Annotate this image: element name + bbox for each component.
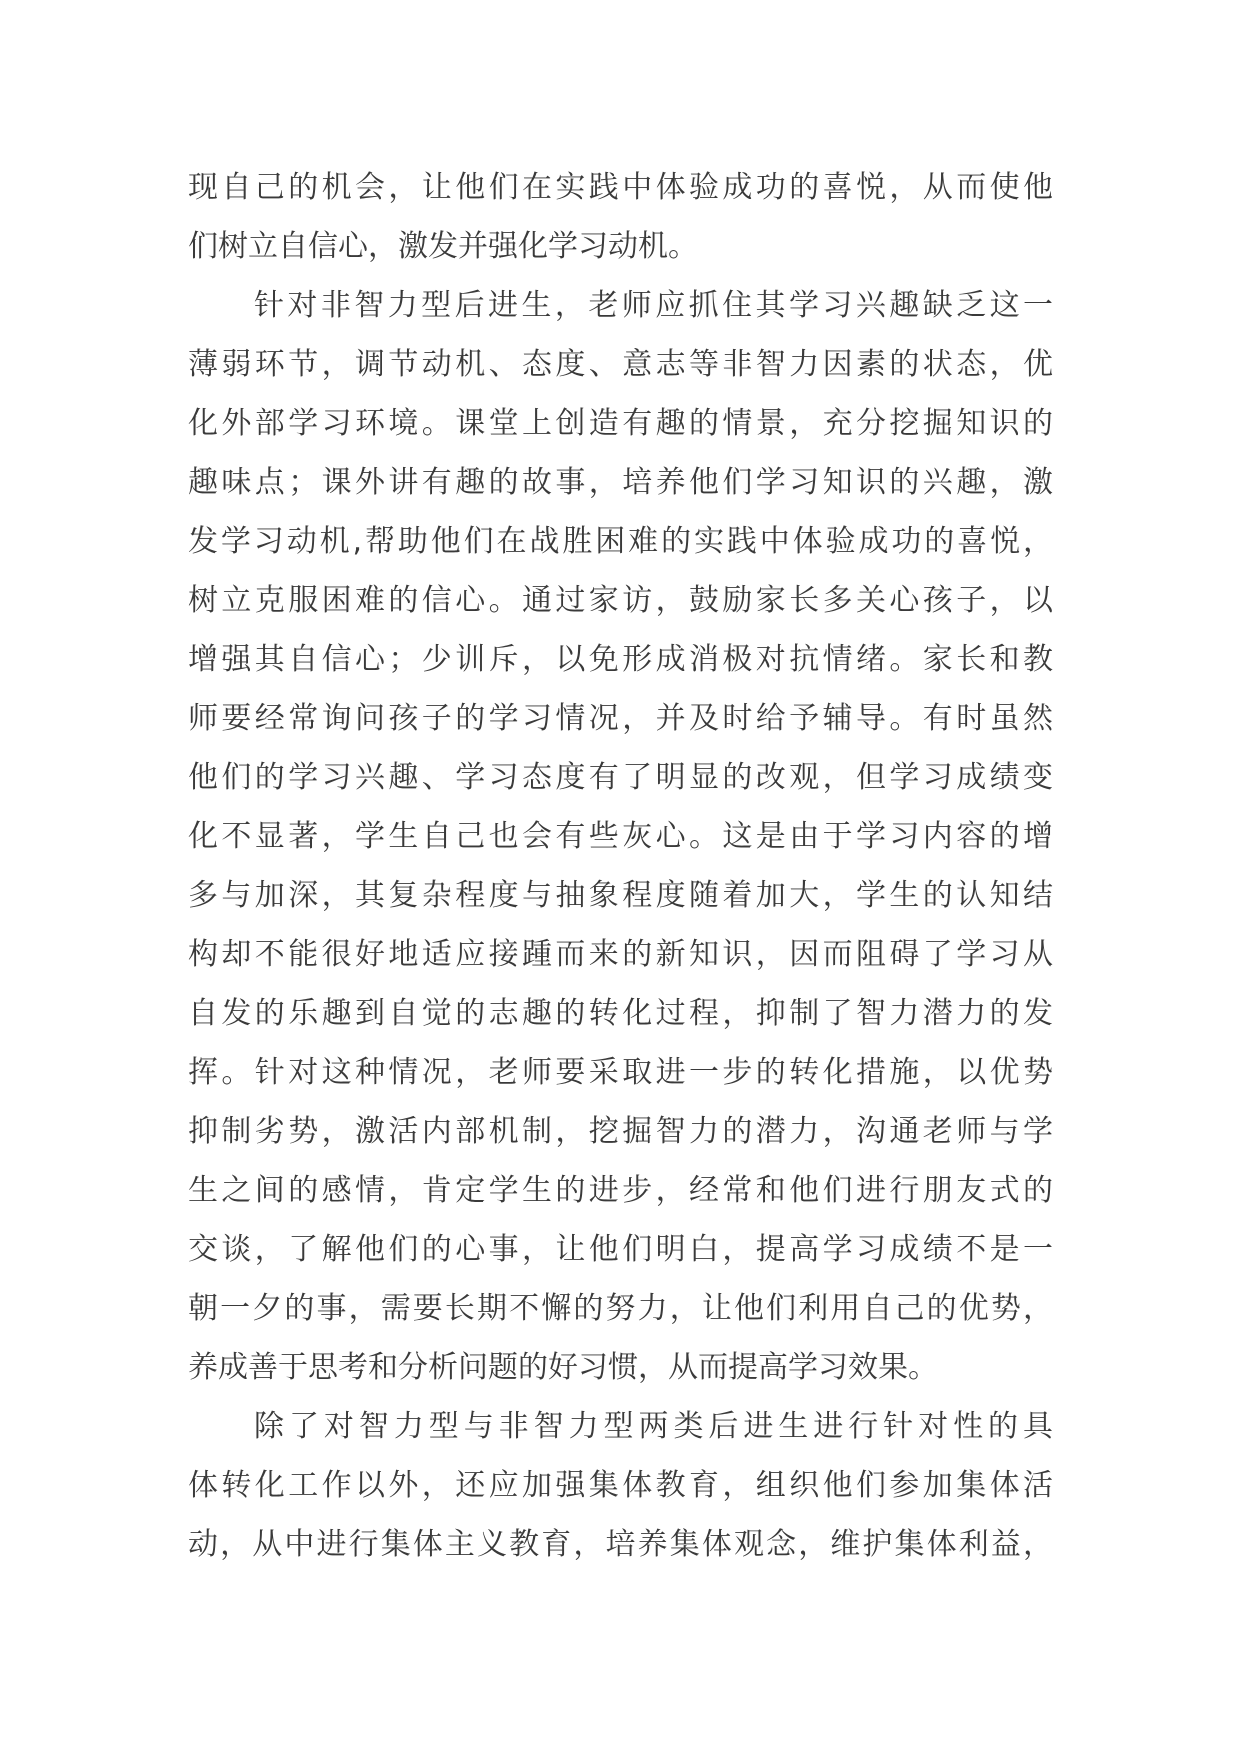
text-line: 薄弱环节，调节动机、态度、意志等非智力因素的状态，优 bbox=[188, 347, 1053, 382]
text-line: 他们的学习兴趣、学习态度有了明显的改观，但学习成绩变 bbox=[188, 760, 1053, 795]
text-line: 动，从中进行集体主义教育，培养集体观念，维护集体利益， bbox=[188, 1527, 1053, 1562]
text-line: 趣味点；课外讲有趣的故事，培养他们学习知识的兴趣，激 bbox=[188, 465, 1053, 500]
text-line: 自发的乐趣到自觉的志趣的转化过程，抑制了智力潜力的发 bbox=[188, 996, 1053, 1031]
body-text bbox=[188, 158, 1053, 1574]
text-line: 多与加深，其复杂程度与抽象程度随着加大，学生的认知结 bbox=[188, 878, 1053, 913]
text-line: 现自己的机会，让他们在实践中体验成功的喜悦，从而使他 bbox=[188, 170, 1053, 205]
text-line: 发学习动机,帮助他们在战胜困难的实践中体验成功的喜悦， bbox=[188, 524, 1053, 559]
text-line: 除了对智力型与非智力型两类后进生进行针对性的具 bbox=[254, 1409, 1053, 1444]
text-line: 树立克服困难的信心。通过家访，鼓励家长多关心孩子，以 bbox=[188, 583, 1053, 618]
text-line: 养成善于思考和分析问题的好习惯，从而提高学习效果。 bbox=[188, 1350, 938, 1385]
text-line: 增强其自信心；少训斥，以免形成消极对抗情绪。家长和教 bbox=[188, 642, 1053, 677]
text-line: 体转化工作以外，还应加强集体教育，组织他们参加集体活 bbox=[188, 1468, 1053, 1503]
text-line: 化外部学习环境。课堂上创造有趣的情景，充分挖掘知识的 bbox=[188, 406, 1053, 441]
text-line: 们树立自信心，激发并强化学习动机。 bbox=[188, 229, 698, 264]
text-line: 交谈，了解他们的心事，让他们明白，提高学习成绩不是一 bbox=[188, 1232, 1053, 1267]
text-line: 针对非智力型后进生，老师应抓住其学习兴趣缺乏这一 bbox=[254, 288, 1053, 323]
text-line: 抑制劣势，激活内部机制，挖掘智力的潜力，沟通老师与学 bbox=[188, 1114, 1053, 1149]
text-line: 朝一夕的事，需要长期不懈的努力，让他们利用自己的优势， bbox=[188, 1291, 1053, 1326]
text-line: 生之间的感情，肯定学生的进步，经常和他们进行朋友式的 bbox=[188, 1173, 1053, 1208]
text-line: 挥。针对这种情况，老师要采取进一步的转化措施，以优势 bbox=[188, 1055, 1053, 1090]
text-line: 师要经常询问孩子的学习情况，并及时给予辅导。有时虽然 bbox=[188, 701, 1053, 736]
text-line: 构却不能很好地适应接踵而来的新知识，因而阻碍了学习从 bbox=[188, 937, 1053, 972]
text-line: 化不显著，学生自己也会有些灰心。这是由于学习内容的增 bbox=[188, 819, 1053, 854]
